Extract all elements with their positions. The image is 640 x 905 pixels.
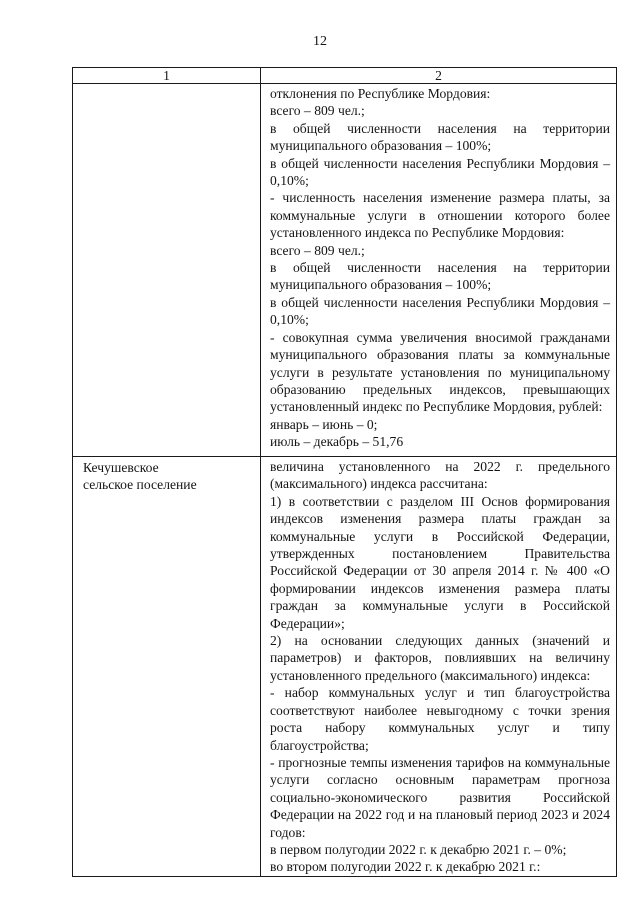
paragraph: величина установленного на 2022 г. предельного (максимального) индекса рассчитана: <box>270 459 610 492</box>
paragraph: - прогнозные темпы изменения тарифов на коммунальные услуги согласно основным параметрам прогноза социально-экономического развития Российской Федерации на 2022 год и на плановый период 2023 и 2024 годов: <box>270 754 610 840</box>
description-cell <box>261 457 617 877</box>
paragraph: в общей численности населения на территории муниципального образования – 100%; <box>270 260 610 293</box>
municipality-cell <box>73 457 261 877</box>
paragraph: в общей численности населения Республики Мордовия – 0,10%; <box>270 155 610 189</box>
paragraph: всего – 809 чел.; <box>270 103 365 119</box>
paragraph: всего – 809 чел.; <box>270 242 365 258</box>
index-table <box>72 67 617 877</box>
paragraph: 2) на основании следующих данных (значений и параметров) и факторов, повлиявших на величину установленного предельного (максимального) индекса: <box>270 633 610 683</box>
paragraph: - численность населения изменение размера платы, за коммунальные услуги в отношении которого более установленного индекса по Республике Мордовия: <box>270 190 610 241</box>
paragraph: в первом полугодии 2022 г. к декабрю 2021 г. – 0%; <box>270 841 567 857</box>
paragraph: июль – декабрь – 51,76 <box>270 434 404 450</box>
paragraph: отклонения по Республике Мордовия: <box>270 86 491 101</box>
paragraph: январь – июнь – 0; <box>270 416 378 432</box>
paragraph: в общей численности населения Республики Мордовия – 0,10%; <box>270 294 610 328</box>
paragraph: 1) в соответствии с разделом III Основ формирования индексов изменения размера платы граждан за коммунальные услуги в Российской Федерации, утвержденных постановлением Правительства Российской Федерации от 30 апреля 2014 г. № 400 «О формировании индексов изменения размера платы граждан за коммунальные услуги в Российской Федерации»; <box>270 493 610 631</box>
paragraph: во втором полугодии 2022 г. к декабрю 2021 г.: <box>270 859 541 875</box>
table-header-row <box>73 68 617 84</box>
paragraph: в общей численности населения на территории муниципального образования – 100%; <box>270 120 610 154</box>
table-row <box>73 84 617 457</box>
description-cell <box>261 84 617 457</box>
municipality-name-line: Кечушевское <box>83 460 159 475</box>
table-row <box>73 457 617 877</box>
paragraph: - набор коммунальных услуг и тип благоустройства соответствуют наиболее невыгодному с точки зрения роста набору коммунальных услуг и типу благоустройства; <box>270 685 610 753</box>
paragraph: - совокупная сумма увеличения вносимой гражданами муниципального образования платы за коммунальные услуги в результате установления по муниципальному образованию предельных индексов, превышающих установленный индекс по Республике Мордовия, рублей: <box>270 329 610 415</box>
column-header-1: 1 <box>73 68 261 84</box>
municipality-cell <box>73 84 261 457</box>
page-number: 12 <box>313 34 327 49</box>
municipality-name-line: сельское поселение <box>83 477 197 493</box>
column-header-2: 2 <box>261 68 617 84</box>
